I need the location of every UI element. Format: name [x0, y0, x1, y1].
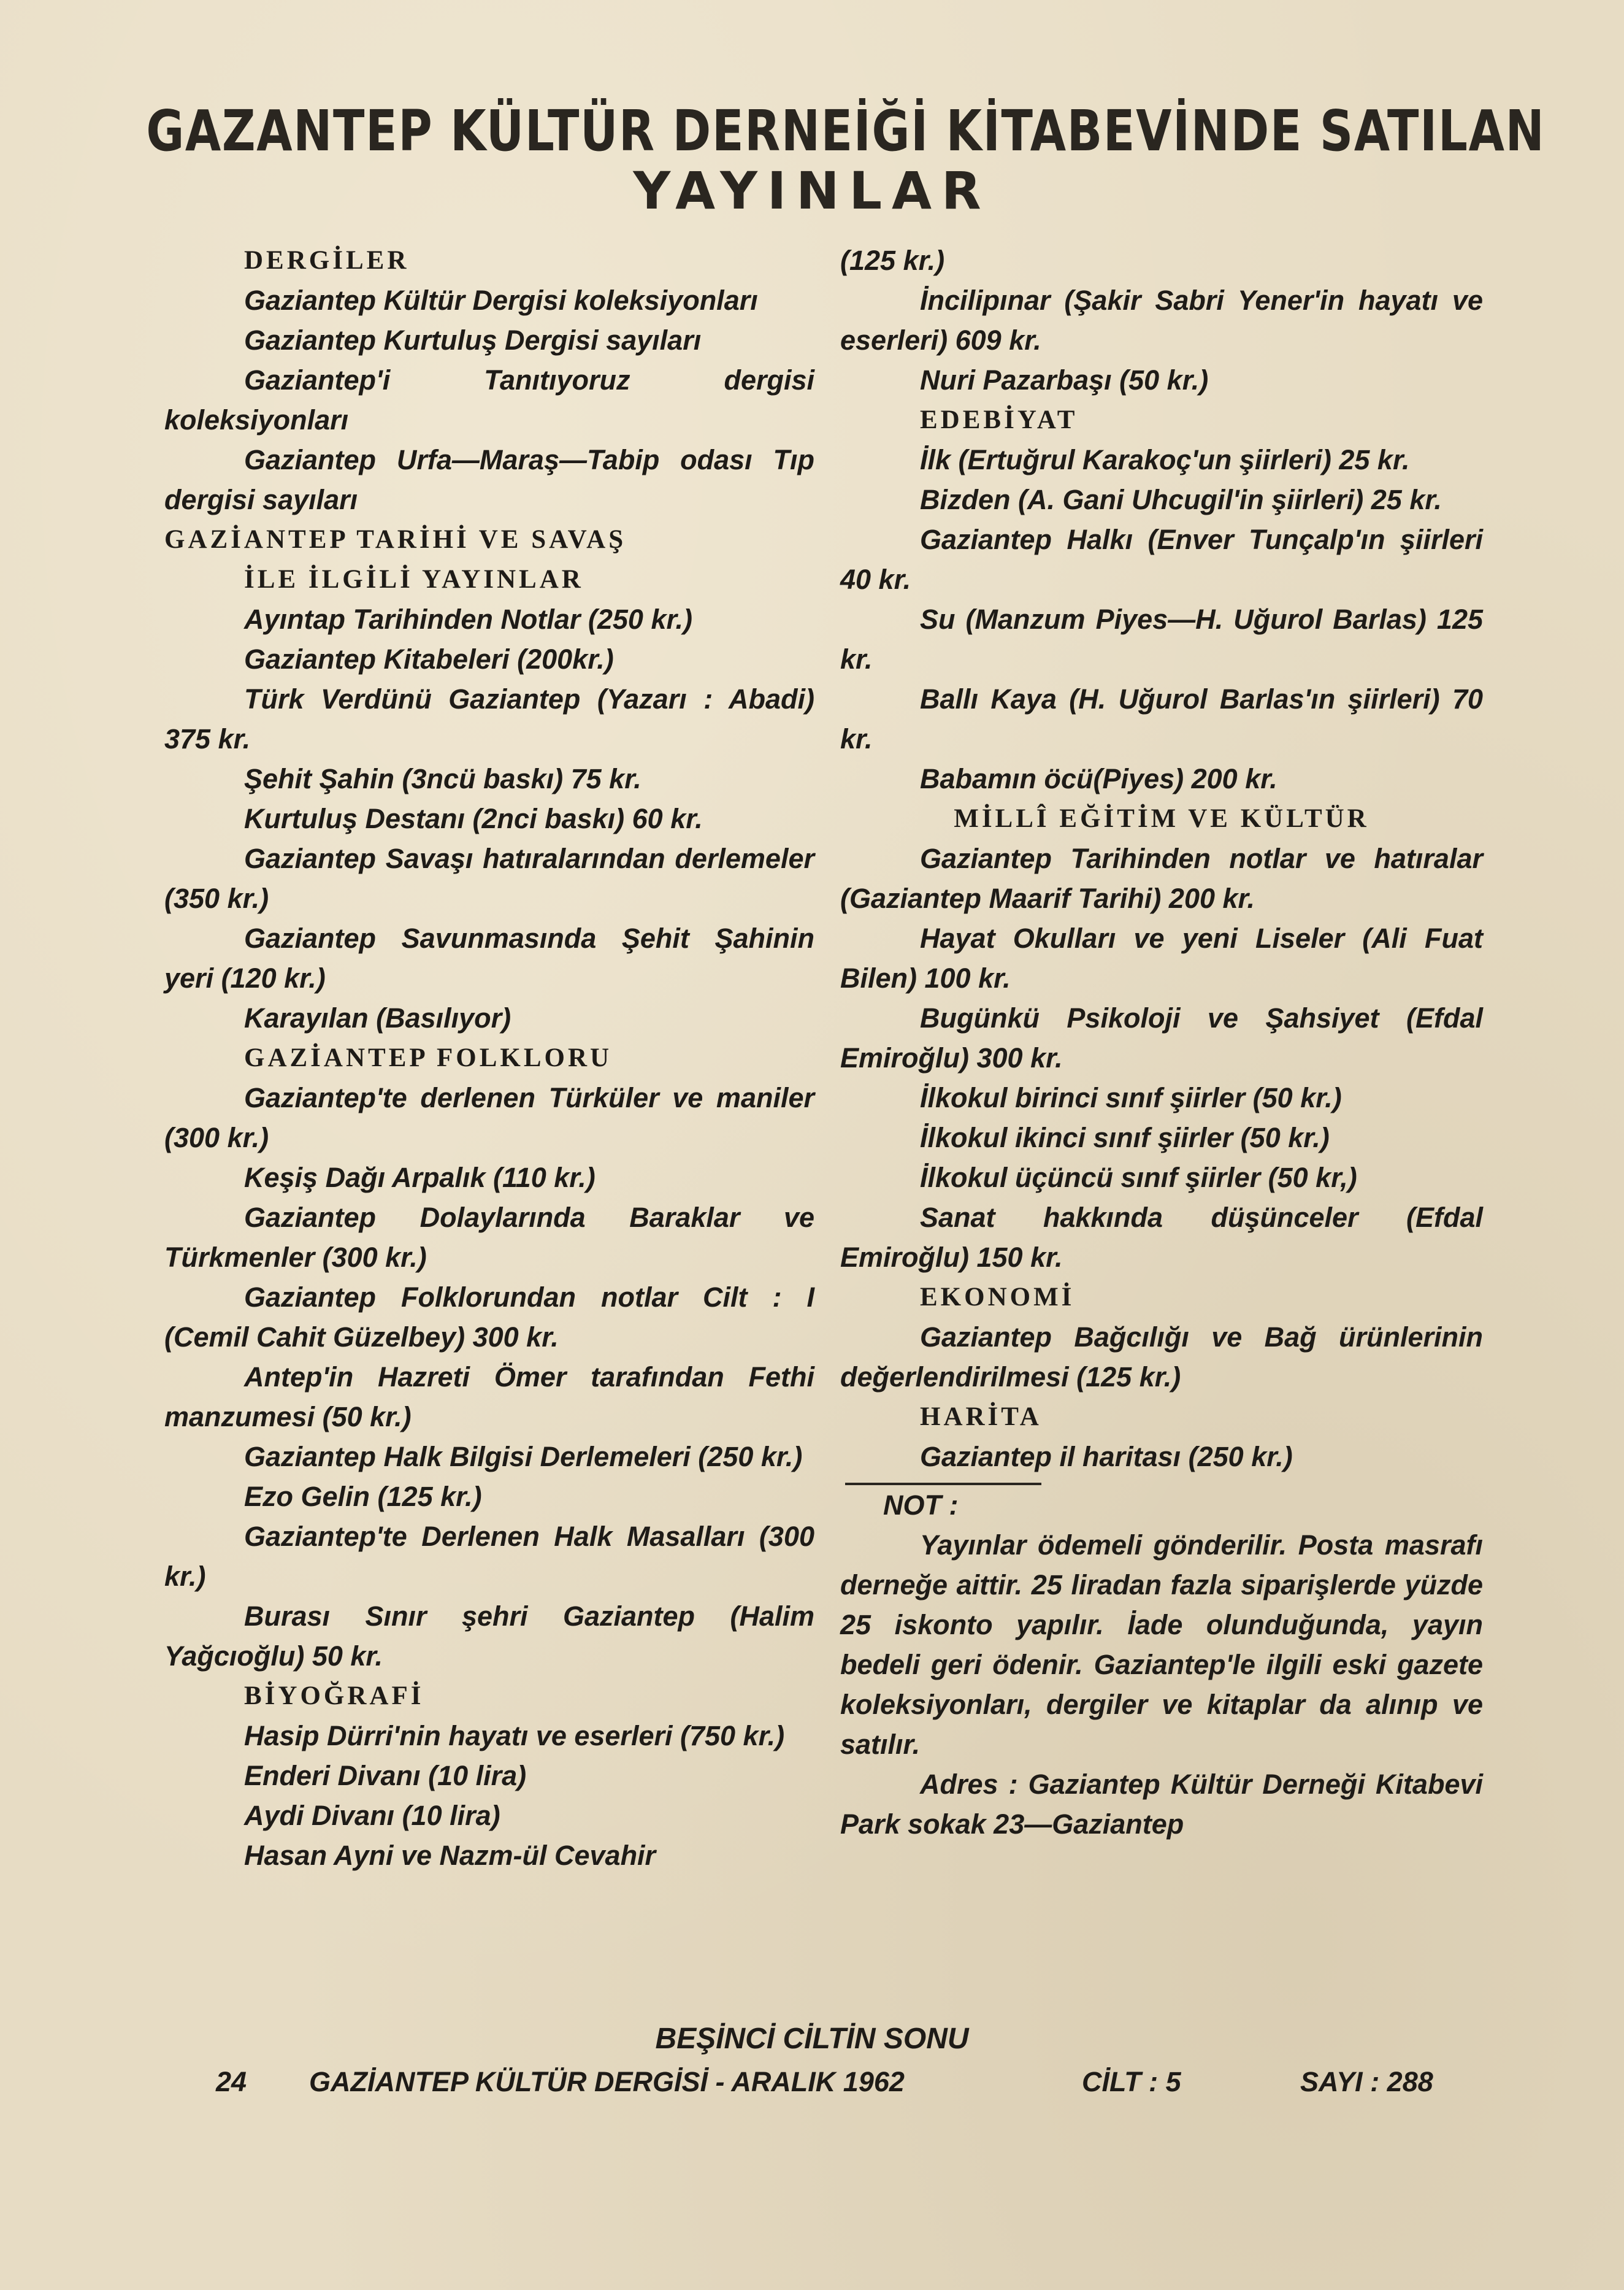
- publication-entry: Türk Verdünü Gaziantep (Yazarı : Abadi) 375 kr.: [164, 683, 814, 755]
- publication-entry: Gaziantep'te Derlenen Halk Masalları (300 kr.): [164, 1521, 814, 1592]
- publication-entry: Bizden (A. Gani Uhcugil'in şiirleri) 25 kr.: [920, 484, 1442, 515]
- section-heading: İLE İLGİLİ YAYINLAR: [244, 565, 584, 594]
- publication-entry: Sanat hakkında düşünceler (Efdal Emiroğlu) 150 kr.: [840, 1202, 1483, 1273]
- publication-entry: Hayat Okulları ve yeni Liseler (Ali Fuat Bilen) 100 kr.: [840, 923, 1483, 994]
- section-heading: GAZİANTEP TARİHİ VE SAVAŞ: [164, 525, 627, 554]
- publication-entry: Kurtuluş Destanı (2nci baskı) 60 kr.: [244, 803, 703, 834]
- publication-entry: (125 kr.): [840, 245, 945, 276]
- issue-number: SAYI : 288: [1300, 2066, 1433, 2097]
- note-label: NOT :: [883, 1489, 959, 1521]
- note-body: Yayınlar ödemeli gönderilir. Posta masrafı derneğe aittir. 25 liradan fazla siparişlerde yüzde 25 iskonto yapılır. İade olunduğunda, yayın bedeli geri ödenir. Gaziantep'le ilgili eski gazete koleksiyonları, dergiler ve kitaplar da alınıp ve satılır.: [840, 1529, 1483, 1760]
- publication-entry: Su (Manzum Piyes—H. Uğurol Barlas) 125 kr.: [840, 604, 1483, 675]
- publication-entry: İlkokul birinci sınıf şiirler (50 kr.): [920, 1082, 1342, 1113]
- publication-entry: Gaziantep Kültür Dergisi koleksiyonları: [244, 285, 758, 316]
- publication-entry: İncilipınar (Şakir Sabri Yener'in hayatı ve eserleri) 609 kr.: [840, 285, 1483, 356]
- publication-entry: Nuri Pazarbaşı (50 kr.): [920, 364, 1209, 396]
- volume-number: CİLT : 5: [1082, 2066, 1181, 2097]
- publication-entry: Burası Sınır şehri Gaziantep (Halim Yağcıoğlu) 50 kr.: [164, 1600, 814, 1672]
- publication-entry: Gaziantep Halkı (Enver Tunçalp'ın şiirleri 40 kr.: [840, 524, 1483, 595]
- publication-entry: Gaziantep Tarihinden notlar ve hatıralar (Gaziantep Maarif Tarihi) 200 kr.: [840, 843, 1483, 914]
- publication-entry: Enderi Divanı (10 lira): [244, 1760, 527, 1791]
- publication-entry: Gaziantep Folklorundan notlar Cilt : I (Cemil Cahit Güzelbey) 300 kr.: [164, 1281, 814, 1353]
- volume-end-title: BEŞİNCİ CİLTİN SONU: [655, 2023, 969, 2055]
- publication-entry: Antep'in Hazreti Ömer tarafından Fethi manzumesi (50 kr.): [164, 1361, 814, 1432]
- right-column: [840, 240, 1483, 1844]
- journal-name: GAZİANTEP KÜLTÜR DERGİSİ - ARALIK 1962: [309, 2066, 905, 2097]
- section-heading: BİYOĞRAFİ: [244, 1681, 424, 1710]
- publication-entry: Gaziantep Savaşı hatıralarından derlemeler (350 kr.): [164, 843, 814, 914]
- section-heading: HARİTA: [920, 1402, 1042, 1431]
- publication-entry: Bugünkü Psikoloji ve Şahsiyet (Efdal Emiroğlu) 300 kr.: [840, 1002, 1483, 1074]
- publication-entry: Ballı Kaya (H. Uğurol Barlas'ın şiirleri) 70 kr.: [840, 683, 1483, 755]
- publication-entry: Gaziantep Urfa—Maraş—Tabip odası Tıp dergisi sayıları: [164, 444, 814, 515]
- publication-entry: Aydi Divanı (10 lira): [244, 1800, 500, 1831]
- page-number: 24: [216, 2066, 247, 2097]
- publication-entry: Hasip Dürri'nin hayatı ve eserleri (750 kr.): [244, 1720, 785, 1751]
- publication-entry: Karayılan (Basılıyor): [244, 1002, 511, 1034]
- publication-entry: Gaziantep Savunmasında Şehit Şahinin yeri (120 kr.): [164, 923, 814, 994]
- publication-entry: Şehit Şahin (3ncü baskı) 75 kr.: [244, 763, 642, 794]
- publication-entry: Gaziantep Dolaylarında Baraklar ve Türkmenler (300 kr.): [164, 1202, 814, 1273]
- publication-entry: Gaziantep Bağcılığı ve Bağ ürünlerinin değerlendirilmesi (125 kr.): [840, 1321, 1483, 1393]
- publication-entry: Gaziantep'i Tanıtıyoruz dergisi koleksiyonları: [164, 364, 814, 436]
- publication-entry: Gaziantep il haritası (250 kr.): [920, 1441, 1293, 1472]
- note-address: Adres : Gaziantep Kültür Derneği Kitabevi Park sokak 23—Gaziantep: [840, 1769, 1483, 1840]
- publication-entry: Gaziantep'te derlenen Türküler ve maniler (300 kr.): [164, 1082, 814, 1153]
- publication-entry: Babamın öcü(Piyes) 200 kr.: [920, 763, 1277, 794]
- section-heading: EDEBİYAT: [920, 405, 1078, 434]
- section-heading: EKONOMİ: [920, 1283, 1075, 1312]
- publication-entry: Keşiş Dağı Arpalık (110 kr.): [244, 1162, 596, 1193]
- right-column-list: [840, 240, 1483, 1477]
- section-heading: MİLLÎ EĞİTİM VE KÜLTÜR: [954, 804, 1369, 833]
- publication-entry: Gaziantep Kurtuluş Dergisi sayıları: [244, 325, 702, 356]
- publication-entry: Ayıntap Tarihinden Notlar (250 kr.): [244, 604, 692, 635]
- publication-entry: Hasan Ayni ve Nazm-ül Cevahir: [244, 1840, 656, 1871]
- publication-entry: İlk (Ertuğrul Karakoç'un şiirleri) 25 kr.: [920, 444, 1410, 475]
- publication-entry: Gaziantep Kitabeleri (200kr.): [244, 644, 614, 675]
- page-subtitle: YAYINLAR: [633, 161, 991, 221]
- publication-entry: İlkokul ikinci sınıf şiirler (50 kr.): [920, 1122, 1330, 1153]
- publication-entry: İlkokul üçüncü sınıf şiirler (50 kr,): [920, 1162, 1357, 1193]
- section-heading: GAZİANTEP FOLKLORU: [244, 1043, 613, 1072]
- publication-entry: Gaziantep Halk Bilgisi Derlemeleri (250 kr.): [244, 1441, 803, 1472]
- publication-entry: Ezo Gelin (125 kr.): [244, 1481, 482, 1512]
- section-heading: DERGİLER: [244, 246, 410, 275]
- page-title: GAZANTEP KÜLTÜR DERNEİĞİ KİTABEVİNDE SATILAN: [146, 98, 1545, 164]
- left-column: [164, 240, 814, 1875]
